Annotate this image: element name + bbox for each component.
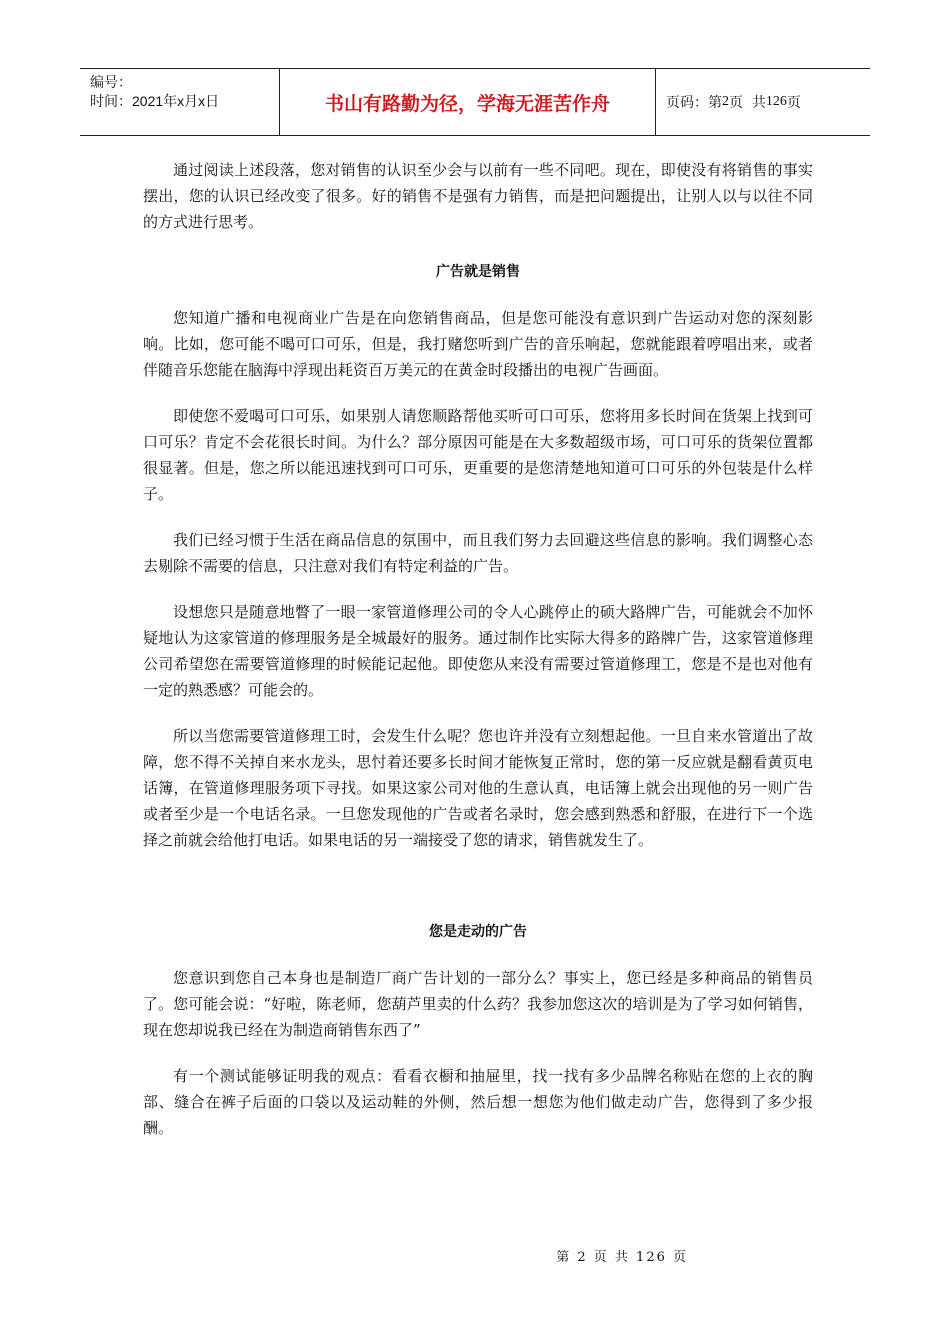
- page-mid: 页 共: [729, 95, 766, 111]
- paragraph-3: 即使您不爱喝可口可乐，如果别人请您顺路帮他买听可口可乐，您将用多长时间在货架上找到可口可乐？肯定不会花很长时间。为什么？部分原因可能是在大多数超级市场，可口可乐的货架位置都很显著。但是，您之所以能迅速找到可口可乐，更重要的是您清楚地知道可口可乐的外包装是什么样子。: [143, 407, 813, 503]
- paragraph-5: 设想您只是随意地瞥了一眼一家管道修理公司的令人心跳停止的硕大路牌广告，可能就会不加怀疑地认为这家管道的修理服务是全城最好的服务。通过制作比实际大得多的路牌广告，这家管道修理公司希望您在需要管道修理的时候能记起他。即使您从来没有需要过管道修理工，您是不是也对他有一定的熟悉感？可能会的。: [143, 603, 813, 699]
- time-label: 时间：2021年x月x日: [90, 93, 220, 109]
- page-prefix: 页码：第: [666, 95, 722, 111]
- page-footer: [0, 1246, 950, 1265]
- paragraph-8: 有一个测试能够证明我的观点：看看衣橱和抽屉里，找一找有多少品牌名称贴在您的上衣的胸部、缝合在裤子后面的口袋以及运动鞋的外侧，然后想一想您为他们做走动广告，您得到了多少报酬。: [143, 1067, 813, 1137]
- paragraph-7: 您意识到您自己本身也是制造厂商广告计划的一部分么？事实上，您已经是多种商品的销售员了。您可能会说：“好啦，陈老师，您葫芦里卖的什么药？我参加您这次的培训是为了学习如何销售，现在您却说我已经在为制造商销售东西了”: [143, 969, 813, 1039]
- paragraph-6: 所以当您需要管道修理工时，会发生什么呢？您也许并没有立刻想起他。一旦自来水管道出了故障，您不得不关掉自来水龙头，思忖着还要多长时间才能恢复正常时，您的第一反应就是翻看黄页电话簿，在管道修理服务项下寻找。如果这家公司对他的生意认真，电话簿上就会出现他的另一则广告或者至少是一个电话名录。一旦您发现他的广告或者名录时，您会感到熟悉和舒服，在进行下一个选择之前就会给他打电话。如果电话的另一端接受了您的请求，销售就发生了。: [143, 727, 813, 849]
- section-heading-ads-are-sales: 广告就是销售: [436, 264, 520, 280]
- header-page-info: [656, 69, 870, 135]
- header-meta: [80, 69, 280, 135]
- page-suffix: 页: [786, 95, 801, 111]
- page-total: 126: [765, 94, 787, 109]
- header-motto: 书山有路勤为径，学海无涯苦作舟: [280, 69, 656, 135]
- paragraph-1: 通过阅读上述段落，您对销售的认识至少会与以前有一些不同吧。现在，即使没有将销售的事实摆出，您的认识已经改变了很多。好的销售不是强有力销售，而是把问题提出，让别人以与以往不同的方式进行思考。: [143, 161, 813, 231]
- section-heading-walking-ad: 您是走动的广告: [429, 924, 527, 940]
- footer-page-number: 第 2 页 共 126 页: [556, 1250, 688, 1265]
- paragraph-4: 我们已经习惯于生活在商品信息的氛围中，而且我们努力去回避这些信息的影响。我们调整心态去剔除不需要的信息，只注意对我们有特定利益的广告。: [143, 531, 813, 575]
- document-body: [143, 157, 813, 1141]
- page-header: [80, 68, 870, 136]
- paragraph-2: 您知道广播和电视商业广告是在向您销售商品，但是您可能没有意识到广告运动对您的深刻影响。比如，您可能不喝可口可乐，但是，我打赌您听到广告的音乐响起，您就能跟着哼唱出来，或者伴随音乐您能在脑海中浮现出耗资百万美元的在黄金时段播出的电视广告画面。: [143, 309, 813, 379]
- page-number: 2: [722, 94, 729, 109]
- number-label: 编号：: [90, 74, 132, 90]
